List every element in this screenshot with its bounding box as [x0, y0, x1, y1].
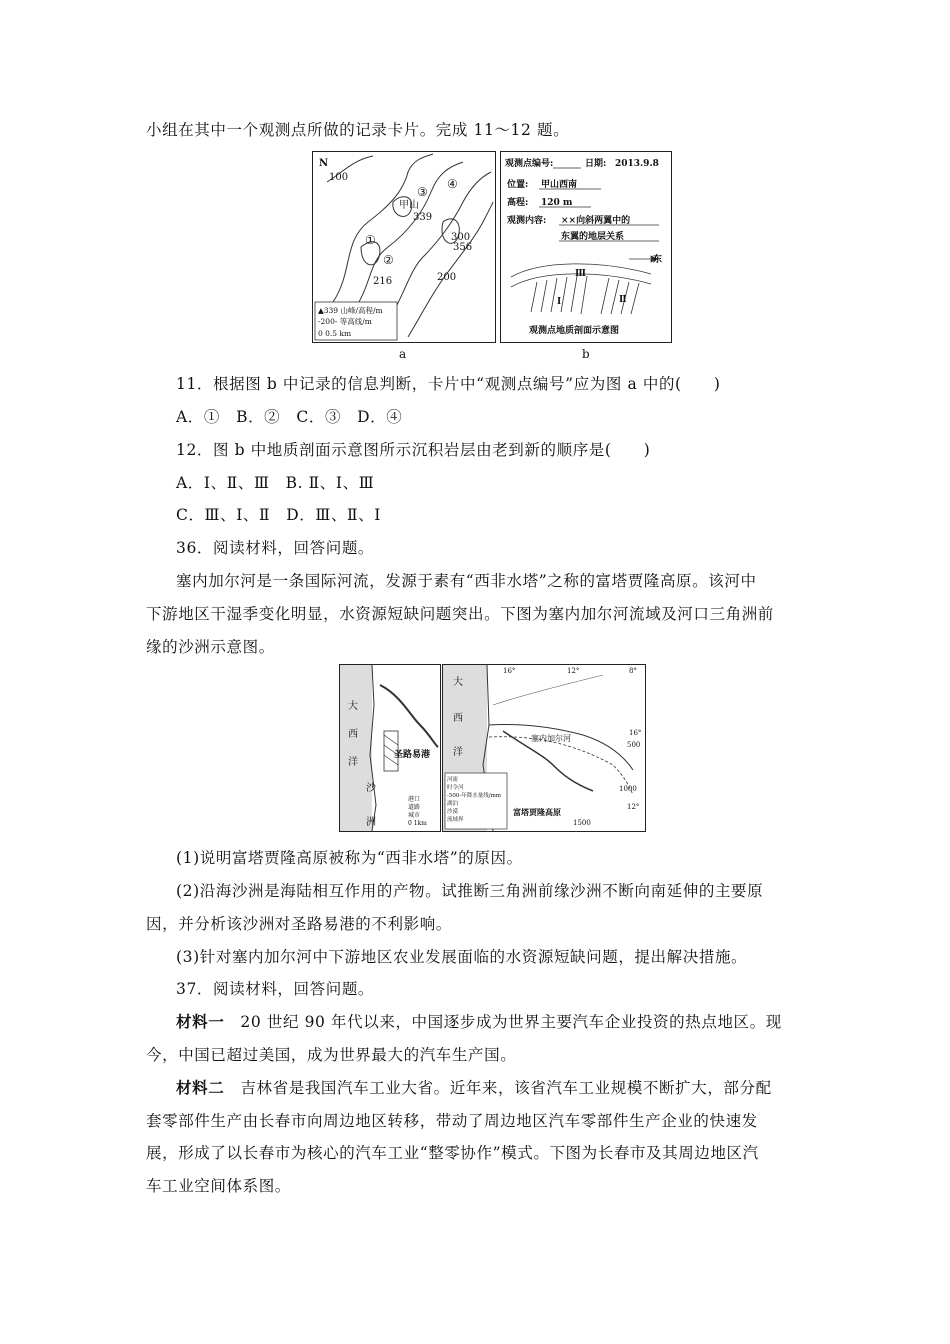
legend-desert: 沙漠	[447, 809, 459, 815]
card-content-label: 观测内容:	[507, 216, 547, 226]
material-1-line-1	[176, 1010, 782, 1032]
right-ocean-2: 西	[453, 713, 463, 724]
left-ocean-2: 西	[348, 729, 358, 740]
lat-12: 12°	[627, 803, 640, 811]
highland-label: 富塔贾隆高原	[513, 807, 561, 817]
q36-sub-2a: (2)沿海沙洲是海陆相互作用的产物。试推断三角洲前缘沙洲不断向南延伸的主要原	[176, 882, 764, 900]
senegal-map-right	[442, 664, 646, 832]
q12-options-1: A．Ⅰ、Ⅱ、Ⅲ B. Ⅱ、Ⅰ、Ⅲ	[176, 474, 375, 492]
left-ocean-1: 大	[348, 701, 358, 712]
q37-stem: 37．阅读材料，回答问题。	[176, 980, 375, 998]
material-2-line-2: 套零部件生产由长春市向周边地区转移，带动了周边地区汽车零部件生产企业的快速发	[146, 1112, 758, 1130]
profile-title: 观测点地质剖面示意图	[529, 326, 620, 336]
figure-b-caption: b	[582, 347, 590, 361]
isoline-500: 500	[627, 741, 641, 749]
isoline-1000: 1000	[619, 785, 637, 793]
q36-para-2: 下游地区干湿季变化明显，水资源短缺问题突出。下图为塞内加尔河流域及河口三角洲前	[146, 605, 774, 623]
point-4: ④	[447, 177, 458, 191]
q36-sub-3: (3)针对塞内加尔河中下游地区农业发展面临的水资源短缺问题，提出解决措施。	[176, 948, 748, 966]
material-1-label: 材料一	[176, 1012, 225, 1031]
legend-port: 港口	[408, 796, 421, 803]
card-content-1: ××向斜两翼中的	[561, 216, 631, 226]
river-label: 塞内加尔河	[531, 734, 571, 743]
card-date: 2013.9.8	[615, 159, 659, 169]
q36-sub-1: (1)说明富塔贾隆高原被称为“西非水塔”的原因。	[176, 849, 523, 867]
legend-scale: 0 0.5 km	[318, 329, 352, 338]
peak-elev-356: 356	[453, 242, 473, 253]
legend-seasonal-river: 时令河	[447, 785, 464, 791]
senegal-map-left	[339, 664, 441, 832]
q36-para-3: 缘的沙洲示意图。	[146, 638, 275, 656]
card-elev: 120 m	[541, 198, 573, 208]
q11-options: A．① B．② C．③ D．④	[176, 408, 403, 426]
left-ocean-3: 洋	[348, 757, 358, 768]
card-elev-label: 高程:	[507, 198, 529, 208]
right-ocean-1: 大	[453, 677, 463, 688]
port-label: 圣路易港	[394, 750, 431, 760]
figure-a-caption: a	[399, 347, 407, 361]
legend-river: 河流	[447, 777, 459, 783]
point-2: ②	[383, 253, 394, 267]
isoline-1500: 1500	[573, 819, 591, 827]
q36-para-1: 塞内加尔河是一条国际河流，发源于素有“西非水塔”之称的富塔贾隆高原。该河中	[176, 572, 757, 590]
legend-road: 道路	[408, 804, 421, 811]
contour-label-100: 100	[329, 172, 349, 183]
legend-peak: ▲339 山峰/高程/m	[318, 306, 383, 315]
legend-scale-km: 0 1km	[408, 820, 427, 827]
lat-16: 16°	[629, 729, 642, 737]
point-3: ③	[417, 185, 428, 199]
q12-options-2: C．Ⅲ、Ⅰ、Ⅱ D．Ⅲ、Ⅱ、Ⅰ	[176, 506, 381, 524]
intro-text: 小组在其中一个观测点所做的记录卡片。完成 11～12 题。	[146, 121, 570, 139]
legend-isohyet: -500-年降水量线/mm	[447, 793, 501, 799]
q11-stem: 11．根据图 b 中记录的信息判断，卡片中“观测点编号”应为图 a 中的( )	[176, 375, 721, 393]
contour-label-300: 300	[451, 232, 471, 243]
q36-sub-2b: 因，并分析该沙洲对圣路易港的不利影响。	[146, 915, 452, 933]
material-2-text: 吉林省是我国汽车工业大省。近年来，该省汽车工业规模不断扩大，部分配	[224, 1079, 772, 1097]
material-1-line-2: 今，中国已超过美国，成为世界最大的汽车生产国。	[146, 1046, 517, 1064]
material-2-label: 材料二	[176, 1078, 225, 1097]
legend-contour: -200- 等高线/m	[318, 317, 372, 326]
sandbar-1: 沙	[366, 783, 376, 794]
right-ocean-3: 洋	[453, 747, 463, 758]
lon-16: 16°	[503, 667, 516, 675]
material-2-line-4: 车工业空间体系图。	[146, 1177, 291, 1195]
layer-2: Ⅱ	[619, 295, 627, 305]
lon-12: 12°	[567, 667, 580, 675]
figure-b-record-card	[500, 151, 672, 343]
peak-elev-216: 216	[373, 276, 393, 287]
legend-lake: 湖泊	[447, 801, 459, 807]
layer-1: Ⅰ	[557, 297, 562, 307]
q12-stem: 12．图 b 中地质剖面示意图所示沉积岩层由老到新的顺序是( )	[176, 441, 651, 459]
lon-8: 8°	[629, 667, 637, 675]
card-position: 甲山西南	[541, 180, 578, 190]
north-label: N	[319, 158, 329, 169]
material-2-line-1	[176, 1076, 772, 1098]
card-id-label: 观测点编号:	[505, 159, 554, 169]
q36-stem: 36．阅读材料，回答问题。	[176, 539, 375, 557]
figure-a-contour-map	[312, 151, 496, 343]
legend-basin: 流域界	[447, 817, 464, 823]
contour-label-200: 200	[437, 272, 457, 283]
layer-3: Ⅲ	[575, 269, 586, 279]
peak-elev-339: 339	[413, 212, 433, 223]
peak-name: 甲山	[399, 200, 419, 211]
sandbar-2: 洲	[366, 817, 376, 828]
card-content-2: 东翼的地层关系	[561, 232, 625, 242]
legend-city: 城市	[408, 812, 421, 819]
card-date-label: 日期:	[585, 159, 607, 169]
east-label: 东	[653, 255, 663, 265]
card-position-label: 位置:	[507, 180, 529, 190]
material-1-text: 20 世纪 90 年代以来，中国逐步成为世界主要汽车企业投资的热点地区。现	[224, 1013, 782, 1031]
material-2-line-3: 展，形成了以长春市为核心的汽车工业“整零协作”模式。下图为长春市及其周边地区汽	[146, 1144, 759, 1162]
point-1: ①	[365, 233, 376, 247]
